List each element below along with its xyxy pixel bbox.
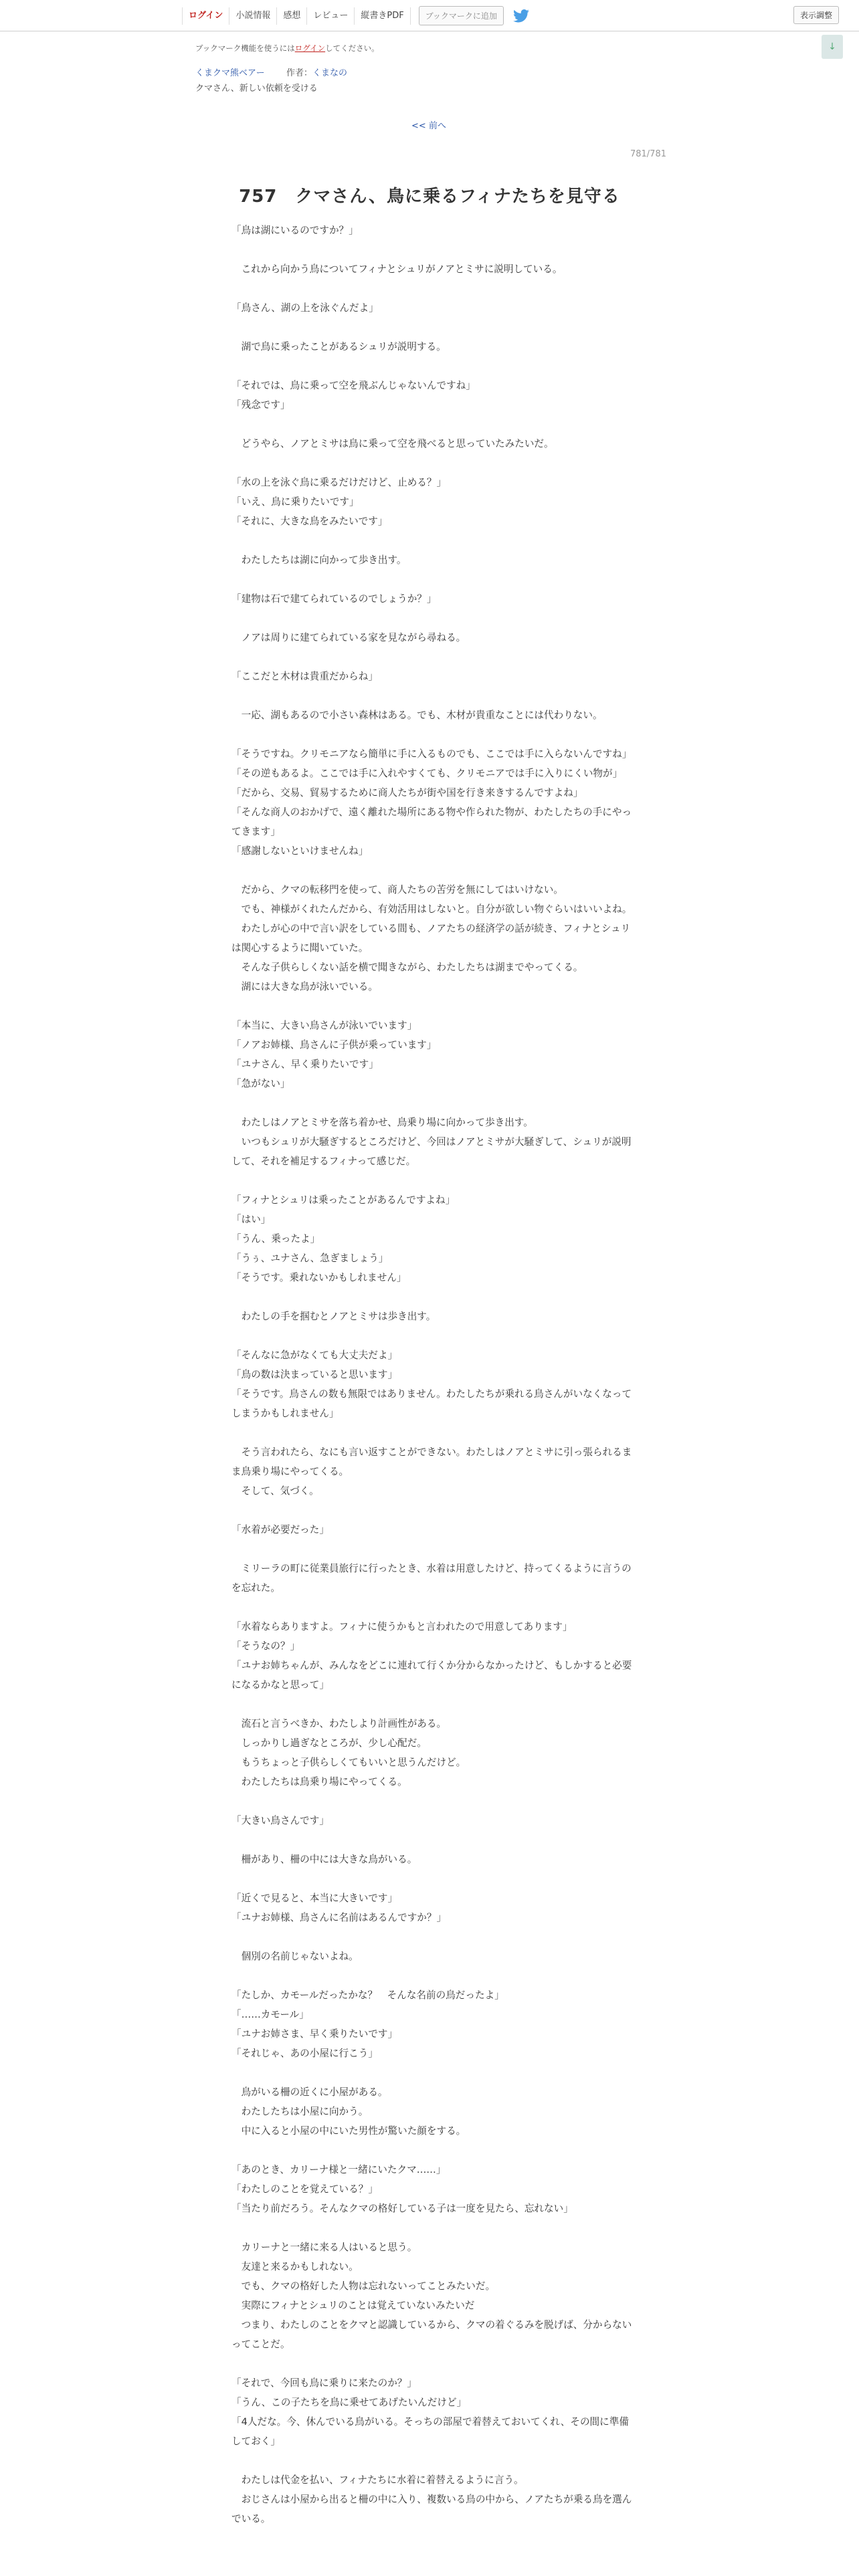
body-paragraph: 流石と言うべきか、わたしより計画性がある。 <box>231 1718 447 1729</box>
body-paragraph: 「うん、この子たちを鳥に乗せてあげたいんだけど」 <box>231 2397 467 2408</box>
body-paragraph: そんな子供らしくない話を横で聞きながら、わたしたちは湖までやってくる。 <box>231 962 583 973</box>
body-paragraph: そして、気づく。 <box>231 1485 319 1497</box>
body-paragraph: わたしたちは湖に向かって歩き出す。 <box>231 554 407 566</box>
impressions-link[interactable]: 感想 <box>277 7 307 25</box>
episode-title: 757 クマさん、鳥に乗るフィナたちを見守る <box>239 187 620 207</box>
body-paragraph: どうやら、ノアとミサは鳥に乗って空を飛べると思っていたみたいだ。 <box>231 438 554 449</box>
blank-line <box>231 2451 633 2470</box>
blank-line <box>231 1326 633 1346</box>
body-paragraph: カリーナと一緒に来る人はいると思う。 <box>231 2242 417 2253</box>
body-paragraph: 「わたしのことを覚えている？」 <box>231 2183 378 2195</box>
novel-body <box>231 221 633 2529</box>
body-paragraph: 「……カモール」 <box>231 2009 309 2020</box>
body-paragraph: 「フィナとシュリは乗ったことがあるんですよね」 <box>231 1194 456 1206</box>
body-paragraph: 個別の名前じゃないよね。 <box>231 1951 359 1962</box>
prev-page-link[interactable]: << 前へ <box>411 121 446 131</box>
blank-line <box>231 1423 633 1442</box>
body-paragraph: ミリーラの町に従業員旅行に行ったとき、水着は用意したけど、持ってくるように言うのを忘れた。 <box>231 1563 632 1594</box>
chapter-subtitle: クマさん、新しい依頼を受ける <box>195 84 318 94</box>
body-paragraph: 柵があり、柵の中には大きな鳥がいる。 <box>231 1854 417 1865</box>
body-paragraph: 「感謝しないといけませんね」 <box>231 845 369 857</box>
blank-line <box>231 2218 633 2238</box>
blank-line <box>231 240 633 259</box>
arrow-down-icon: ↓ <box>828 41 836 52</box>
body-paragraph: 「その逆もあるよ。ここでは手に入れやすくても、クリモニアでは手に入りにくい物が」 <box>231 768 623 779</box>
body-paragraph: わたしは代金を払い、フィナたちに水着に着替えるように言う。 <box>231 2474 524 2486</box>
body-paragraph: 「ユナお姉ちゃんが、みんなをどこに連れて行くか分からなかったけど、もしかすると必要になるかなと思って」 <box>231 1660 632 1691</box>
blank-line <box>231 279 633 298</box>
body-paragraph: 「残念です」 <box>231 399 290 411</box>
body-paragraph: つまり、わたしのことをクマと認識しているから、クマの着ぐるみを脱げば、分からないってことだ。 <box>231 2319 632 2350</box>
body-paragraph: 「ユナお姉様、鳥さんに名前はあるんですか？」 <box>231 1912 447 1923</box>
blank-line <box>231 1171 633 1190</box>
body-paragraph: 友達と来るかもしれない。 <box>231 2261 359 2272</box>
body-paragraph: 「ここだと木材は貴重だからね」 <box>231 671 378 682</box>
blank-line <box>231 647 633 667</box>
body-paragraph: わたしの手を掴むとノアとミサは歩き出す。 <box>231 1311 436 1322</box>
series-title-link[interactable]: くまクマ熊ベアー <box>195 68 265 78</box>
blank-line <box>231 570 633 589</box>
body-paragraph: 「大きい鳥さんです」 <box>231 1815 329 1826</box>
body-paragraph: でも、クマの格好した人物は忘れないってことみたいだ。 <box>231 2280 496 2292</box>
blank-line <box>231 2354 633 2373</box>
login-link[interactable]: ログイン <box>182 7 229 25</box>
blank-line <box>231 1830 633 1850</box>
top-nav-bar <box>0 0 859 31</box>
body-paragraph: 「そうですね。クリモニアなら簡単に手に入るものでも、ここでは手に入らないんですね」 <box>231 748 632 760</box>
body-paragraph: 「それでは、鳥に乗って空を飛ぶんじゃないんですね」 <box>231 380 476 391</box>
body-paragraph: 「そんな商人のおかげで、遠く離れた場所にある物や作られた物が、わたしたちの手にやってきます」 <box>231 807 632 837</box>
body-paragraph: 「建物は石で建てられているのでしょうか？」 <box>231 593 437 605</box>
body-paragraph: 「だから、交易、貿易するために商人たちが街や国を行き来きするんですよね」 <box>231 787 583 798</box>
body-paragraph: わたしが心の中で言い訳をしている間も、ノアたちの経済学の話が続き、フィナとシュリは関心するように聞いていた。 <box>231 923 631 954</box>
blank-line <box>231 1287 633 1307</box>
body-paragraph: 「本当に、大きい鳥さんが泳いでいます」 <box>231 1020 417 1031</box>
body-paragraph: 「当たり前だろう。そんなクマの格好している子は一度を見たら、忘れない」 <box>231 2203 573 2214</box>
blank-line <box>231 415 633 434</box>
main-nav <box>182 6 529 25</box>
body-paragraph: 「そうなの？」 <box>231 1640 300 1652</box>
body-paragraph: 「急がない」 <box>231 1078 290 1089</box>
blank-line <box>231 2063 633 2082</box>
body-paragraph: 「うぅ、ユナさん、急ぎましょう」 <box>231 1253 389 1264</box>
body-paragraph: 「水着ならありますよ。フィナに使うかもと言われたので用意してあります」 <box>231 1621 573 1632</box>
body-paragraph: いつもシュリが大騒ぎするところだけど、今回はノアとミサが大騒ぎして、シュリが説明して、それを補足するフィナって感じだ。 <box>231 1136 632 1167</box>
body-paragraph: もうちょっと子供らしくてもいいと思うんだけど。 <box>231 1757 466 1768</box>
blank-line <box>231 996 633 1016</box>
blank-line <box>231 1093 633 1113</box>
body-paragraph: 「水の上を泳ぐ鳥に乗るだけだけど、止める？」 <box>231 477 447 488</box>
blank-line <box>231 1501 633 1520</box>
body-paragraph: 「水着が必要だった」 <box>231 1524 329 1535</box>
body-paragraph: 湖には大きな鳥が泳いでいる。 <box>231 981 378 992</box>
page-number: 781/781 <box>630 149 666 159</box>
author-line: 作者：くまなの <box>286 68 348 78</box>
display-settings-button[interactable]: 表示調整 <box>793 6 839 24</box>
body-paragraph: 「4人だな。今、休んでいる鳥がいる。そっちの部屋で着替えておいてくれ、その間に準備しておく」 <box>231 2416 629 2447</box>
author-link[interactable]: くまなの <box>312 68 348 78</box>
body-paragraph: 「そうです。乗れないかもしれません」 <box>231 1272 407 1283</box>
body-paragraph: 「あのとき、カリーナ様と一緒にいたクマ……」 <box>231 2164 446 2175</box>
body-paragraph: 「うん、乗ったよ」 <box>231 1233 320 1245</box>
add-bookmark-button[interactable]: ブックマークに追加 <box>419 6 504 25</box>
body-paragraph: しっかりし過ぎなところが、少し心配だ。 <box>231 1737 427 1749</box>
body-paragraph: 「それに、大きな鳥をみたいです」 <box>231 516 388 527</box>
vertical-pdf-link[interactable]: 縦書きPDF <box>355 7 410 25</box>
body-paragraph: 一応、湖もあるので小さい森林はある。でも、木材が貴重なことには代わりない。 <box>231 710 603 721</box>
body-paragraph: 「ノアお姉様、鳥さんに子供が乗っています」 <box>231 1039 437 1051</box>
body-paragraph: 「それじゃ、あの小屋に行こう」 <box>231 2048 378 2059</box>
body-paragraph: 中に入ると小屋の中にいた男性が驚いた顔をする。 <box>231 2125 466 2137</box>
body-paragraph: そう言われたら、なにも言い返すことができない。わたしはノアとミサに引っ張られるまま鳥乗り場にやってくる。 <box>231 1446 632 1477</box>
review-link[interactable]: レビュー <box>307 7 355 25</box>
blank-line <box>231 1927 633 1947</box>
body-paragraph: ノアは周りに建てられている家を見ながら尋ねる。 <box>231 632 466 643</box>
blank-line <box>231 609 633 628</box>
body-paragraph: 「はい」 <box>231 1214 271 1225</box>
body-paragraph: 湖で鳥に乗ったことがあるシュリが説明する。 <box>231 341 446 352</box>
body-paragraph: わたしたちは小屋に向かう。 <box>231 2106 369 2117</box>
blank-line <box>231 861 633 880</box>
novel-info-link[interactable]: 小説情報 <box>229 7 277 25</box>
body-paragraph: 「ユナさん、早く乗りたいです」 <box>231 1059 379 1070</box>
body-paragraph: でも、神様がくれたんだから、有効活用はしないと。自分が欲しい物ぐらいはいいよね。 <box>231 903 632 915</box>
blank-line <box>231 1598 633 1617</box>
blank-line <box>231 2141 633 2160</box>
body-paragraph: 鳥がいる柵の近くに小屋がある。 <box>231 2086 388 2098</box>
scroll-down-button[interactable] <box>822 35 843 59</box>
body-paragraph: 「そんなに急がなくても大丈夫だよ」 <box>231 1350 398 1361</box>
body-paragraph: 「それで、今回も鳥に乗りに来たのか？」 <box>231 2377 417 2389</box>
body-paragraph: 「たしか、カモールだったかな？ そんな名前の鳥だったよ」 <box>231 1990 504 2001</box>
blank-line <box>231 1695 633 1714</box>
body-paragraph: 「いえ、鳥に乗りたいです」 <box>231 496 359 508</box>
blank-line <box>231 1539 633 1559</box>
blank-line <box>231 686 633 706</box>
bookmark-notice: ブックマーク機能を使うにはログインしてください。 <box>195 43 379 53</box>
blank-line <box>231 1792 633 1811</box>
body-paragraph: 実際にフィナとシュリのことは覚えていないみたいだ <box>231 2300 475 2311</box>
body-paragraph: 「鳥は湖にいるのですか？」 <box>231 225 359 236</box>
body-paragraph: 「近くで見ると、本当に大きいです」 <box>231 1893 398 1904</box>
blank-line <box>231 453 633 473</box>
body-paragraph: 「そうです。鳥さんの数も無限ではありません。わたしたちが乗れる鳥さんがいなくなってしまうかもしれません」 <box>231 1388 632 1419</box>
blank-line <box>231 725 633 744</box>
notice-login-link[interactable]: ログイン <box>294 43 326 53</box>
blank-line <box>231 1966 633 1985</box>
twitter-icon[interactable] <box>513 9 529 23</box>
blank-line <box>231 318 633 337</box>
body-paragraph: わたしたちは鳥乗り場にやってくる。 <box>231 1776 407 1788</box>
blank-line <box>231 356 633 376</box>
body-paragraph: だから、クマの転移門を使って、商人たちの苦労を無にしてはいけない。 <box>231 884 563 895</box>
body-paragraph: これから向かう鳥についてフィナとシュリがノアとミサに説明している。 <box>231 263 563 275</box>
blank-line <box>231 1869 633 1889</box>
body-paragraph: 「ユナお姉さま、早く乗りたいです」 <box>231 2028 398 2040</box>
body-paragraph: 「鳥さん、湖の上を泳ぐんだよ」 <box>231 302 379 314</box>
body-paragraph: おじさんは小屋から出ると柵の中に入り、複数いる鳥の中から、ノアたちが乗る鳥を選んでいる。 <box>231 2494 632 2525</box>
body-paragraph: わたしはノアとミサを落ち着かせ、鳥乗り場に向かって歩き出す。 <box>231 1117 533 1128</box>
blank-line <box>231 531 633 550</box>
body-paragraph: 「鳥の数は決まっていると思います」 <box>231 1369 398 1380</box>
